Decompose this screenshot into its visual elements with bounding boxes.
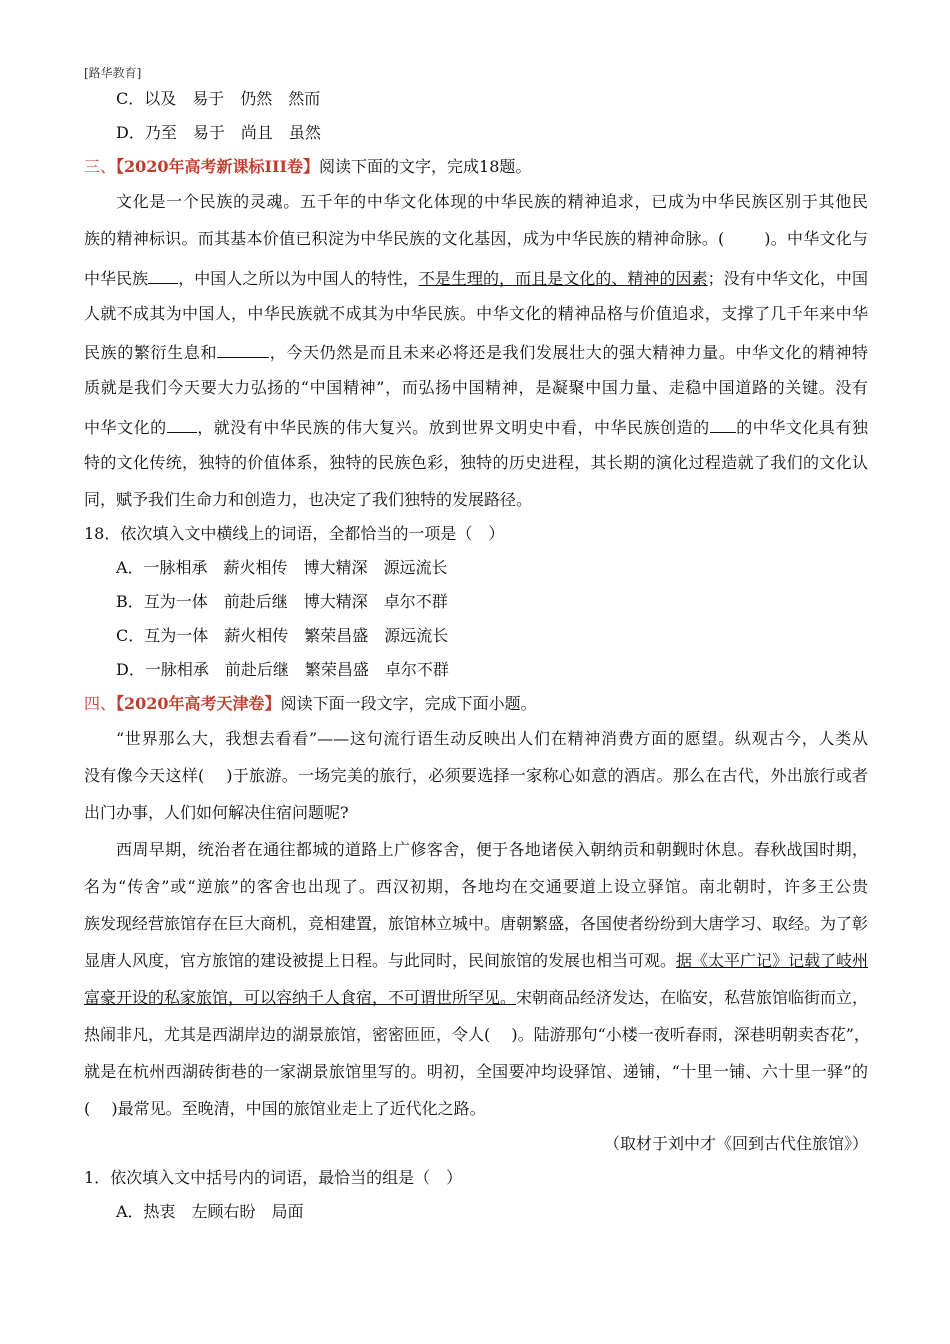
- underlined-sentence-4a: 据《太平广记》记载了岐州: [676, 951, 869, 970]
- blank-2: [217, 341, 269, 358]
- passage-3-line-4: 人就不成其为中国人，中华民族就不成其为中华民族。中华文化的精神品格与价值追求，支撑了几千年来中华: [84, 304, 868, 323]
- page-header: [路华教育]: [84, 66, 142, 80]
- section-4-heading: [84, 694, 868, 714]
- passage-4-line-3: 出门办事，人们如何解决住宿问题呢?: [84, 803, 349, 822]
- q1-option-a: A．热衷 左顾右盼 局面: [116, 1202, 304, 1221]
- underlined-sentence-4b: 富豪开设的私家旅馆，可以容纳千人食宿，不可谓世所罕见。: [84, 988, 517, 1007]
- blank-3: [167, 416, 197, 433]
- passage-3-line-8: 特的文化传统，独特的价值体系，独特的民族色彩，独特的历史进程，其长期的演化过程造就了我们的文化认: [84, 453, 868, 472]
- passage-4-source: （取材于刘中才《回到古代住旅馆》）: [603, 1134, 868, 1153]
- q18-option-c: C．互为一体 薪火相传 繁荣昌盛 源远流长: [116, 626, 449, 645]
- q18-option-d: D．一脉相承 前赴后继 繁荣昌盛 卓尔不群: [116, 660, 449, 679]
- passage-3-line-5: 民族的繁衍生息和 ，今天仍然是而且未来必将还是我们发展壮大的强大精神力量。中华文化的精神特: [84, 343, 868, 362]
- passage-3-line-9: 同，赋予我们生命力和创造力，也决定了我们独特的发展路径。: [84, 490, 533, 509]
- passage-4-line-11: ( )最常见。至晚清，中国的旅馆业走上了近代化之路。: [84, 1099, 486, 1118]
- underlined-sentence-3: 不是生理的，而且是文化的、精神的因素: [418, 269, 708, 288]
- section-3-instruction: 阅读下面的文字，完成18题。: [319, 157, 532, 176]
- section-3-heading: [84, 157, 868, 177]
- section-3-tag: 【2020年高考新课标III卷】: [116, 157, 320, 176]
- passage-3-line-3: 中华民族 ，中国人之所以为中国人的特性，不是生理的，而且是文化的、精神的因素；没有中华文化，中国: [84, 269, 868, 288]
- passage-3-line-2: 族的精神标识。而其基本价值已积淀为中华民族的文化基因，成为中华民族的精神命脉。( )。中华文化与: [84, 229, 868, 248]
- option-c-prev: C．以及 易于 仍然 然而: [116, 89, 321, 108]
- passage-4-line-2: 没有像今天这样( )于旅游。一场完美的旅行，必须要选择一家称心如意的酒店。那么在古代，外出旅行或者: [84, 766, 868, 785]
- passage-3-line-7: 中华文化的 ，就没有中华民族的伟大复兴。放到世界文明史中看，中华民族创造的 的中华文化具有独: [84, 418, 868, 437]
- blank-1: [148, 267, 178, 284]
- passage-4-line-4: 西周早期，统治者在通往都城的道路上广修客舍，便于各地诸侯入朝纳贡和朝觐时休息。春秋战国时期，: [116, 840, 868, 859]
- section-3-number: 三、: [84, 157, 117, 176]
- question-18: 18．依次填入文中横线上的词语，全都恰当的一项是（ ）: [84, 524, 505, 543]
- option-d-prev: D．乃至 易于 尚且 虽然: [116, 123, 321, 142]
- passage-4-line-10: 就是在杭州西湖砖街巷的一家湖景旅馆里写的。明初，全国要冲均设驿馆、递铺，“十里一铺、六十里一驿”的: [84, 1062, 868, 1081]
- passage-4-line-5: 名为“传舍”或“逆旅”的客舍也出现了。西汉初期，各地均在交通要道上设立驿馆。南北朝时，许多王公贵: [84, 877, 868, 896]
- passage-4-line-1: “世界那么大，我想去看看”——这句流行语生动反映出人们在精神消费方面的愿望。纵观古今，人类从: [116, 729, 868, 748]
- passage-4-line-9: 热闹非凡，尤其是西湖岸边的湖景旅馆，密密匝匝，令人( )。陆游那句“小楼一夜听春雨，深巷明朝卖杏花”，: [84, 1025, 870, 1044]
- passage-4-line-7: 显唐人风度，官方旅馆的建设被提上日程。与此同时，民间旅馆的发展也相当可观。据《太平广记》记载了岐州: [84, 951, 869, 970]
- passage-3-line-1: 文化是一个民族的灵魂。五千年的中华文化体现的中华民族的精神追求，已成为中华民族区别于其他民: [116, 192, 868, 211]
- passage-3-line-6: 质就是我们今天要大力弘扬的“中国精神”，而弘扬中国精神，是凝聚中国力量、走稳中国道路的关键。没有: [84, 378, 868, 397]
- blank-4: [710, 416, 736, 433]
- q18-option-a: A．一脉相承 薪火相传 博大精深 源远流长: [116, 558, 448, 577]
- section-4-instruction: 阅读下面一段文字，完成下面小题。: [280, 694, 537, 713]
- q18-option-b: B．互为一体 前赴后继 博大精深 卓尔不群: [116, 592, 448, 611]
- passage-4-line-8: 富豪开设的私家旅馆，可以容纳千人食宿，不可谓世所罕见。宋朝商品经济发达，在临安，私营旅馆临街而立，: [84, 988, 869, 1007]
- section-4-number: 四、: [84, 694, 117, 713]
- question-1: 1．依次填入文中括号内的词语，最恰当的组是（ ）: [84, 1168, 463, 1187]
- passage-4-line-6: 族发现经营旅馆存在巨大商机，竞相建置，旅馆林立城中。唐朝繁盛，各国使者纷纷到大唐学习、取经。为了彰: [84, 914, 869, 933]
- section-4-tag: 【2020年高考天津卷】: [116, 694, 281, 713]
